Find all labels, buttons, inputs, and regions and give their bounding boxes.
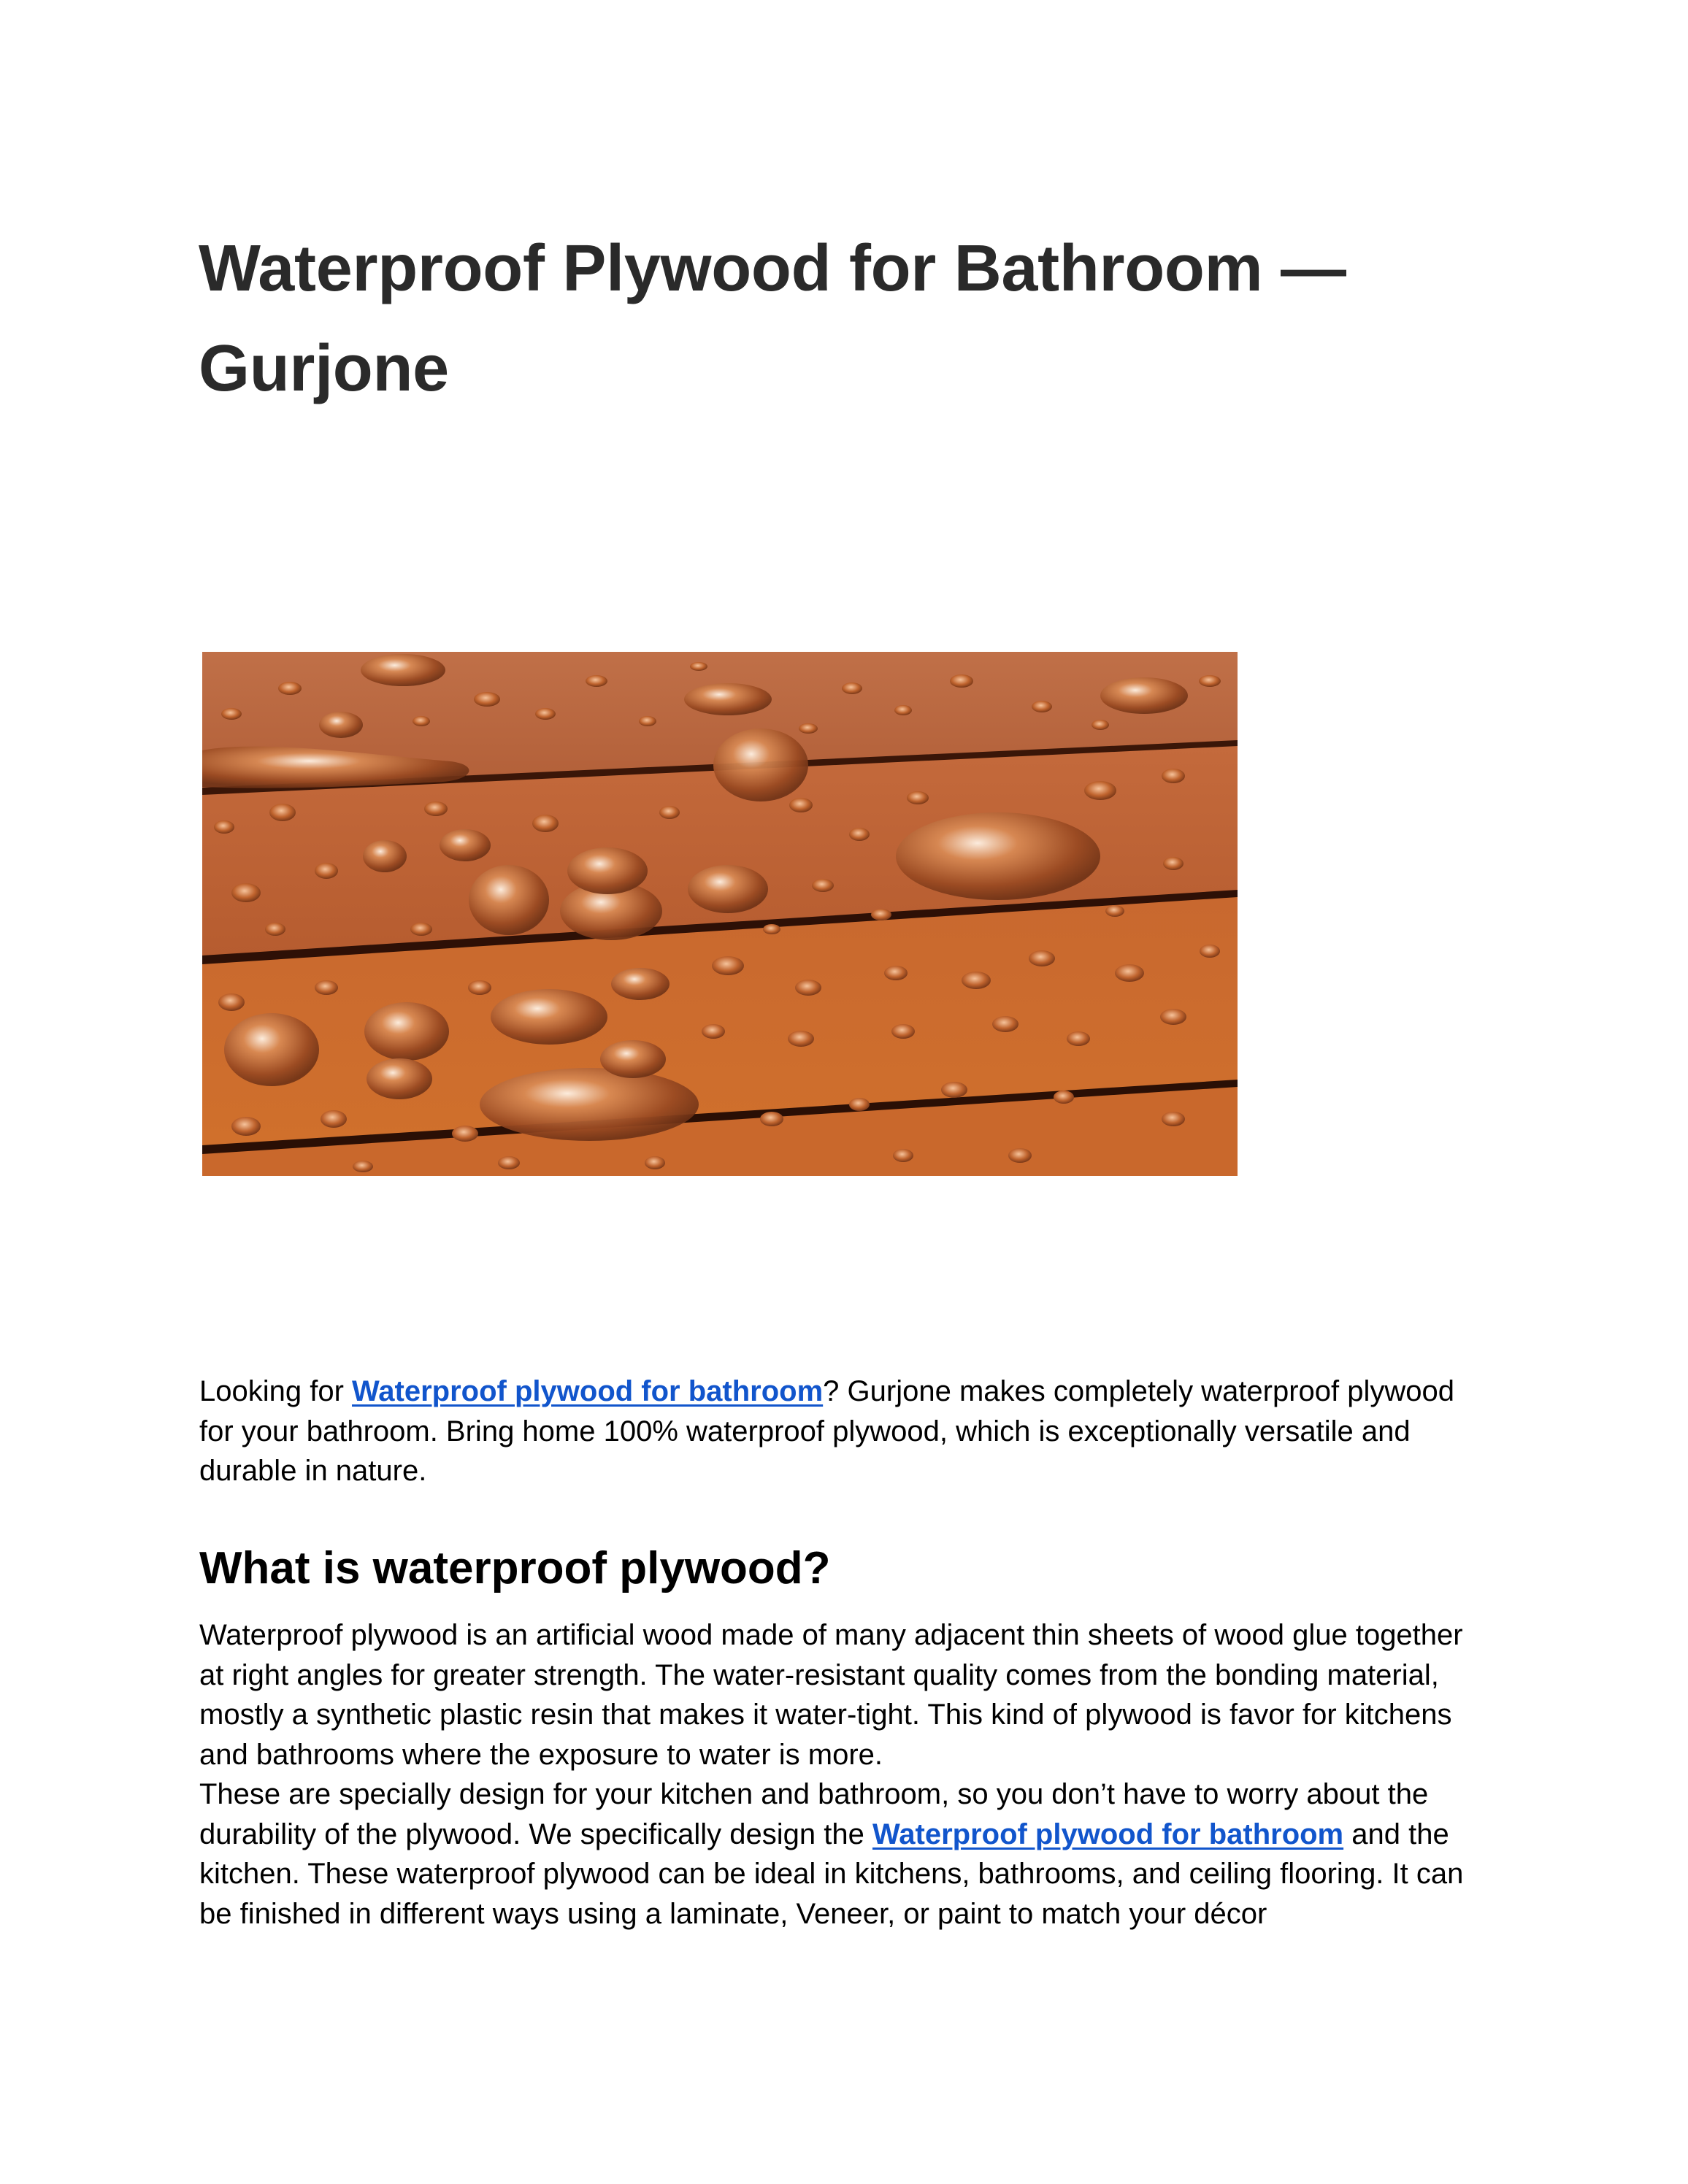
definition-paragraph: Waterproof plywood is an artificial wood made of many adjacent thin sheets of wood glue together at right angles for greater strength. The water-resistant quality comes from the bonding material, mostly a synthetic plastic resin that makes it water-tight. This kind of plywood is favor for kitchens and bathrooms where the exposure to water is more. [199, 1619, 1463, 1771]
waterproof-plywood-link[interactable]: Waterproof plywood for bathroom [352, 1375, 824, 1407]
usage-prefix: These are specially design for your kitchen and bathroom, so you don’t have to worry about the durability of the plywood. We specifically design the [199, 1778, 1429, 1850]
usage-suffix: and the kitchen. These waterproof plywood can be ideal in kitchens, bathrooms, and ceiling flooring. It can be finished in different ways using a laminate, Veneer, or paint to match your décor [199, 1818, 1464, 1930]
section-heading: What is waterproof plywood? [199, 1543, 831, 1593]
intro-prefix: Looking for [199, 1375, 353, 1407]
intro-suffix: ? Gurjone makes completely waterproof plywood for your bathroom. Bring home 100% waterproof plywood, which is exceptionally versatile and durable in nature. [199, 1375, 1455, 1487]
hero-image [202, 652, 1238, 1176]
intro-paragraph [199, 1372, 1492, 1491]
waterproof-plywood-bathroom-link[interactable]: Waterproof plywood for bathroom [872, 1818, 1344, 1850]
usage-paragraph [199, 1774, 1492, 1934]
wood-droplets-illustration [202, 652, 1238, 1176]
page-title: Waterproof Plywood for Bathroom — Gurjone [199, 232, 1346, 405]
